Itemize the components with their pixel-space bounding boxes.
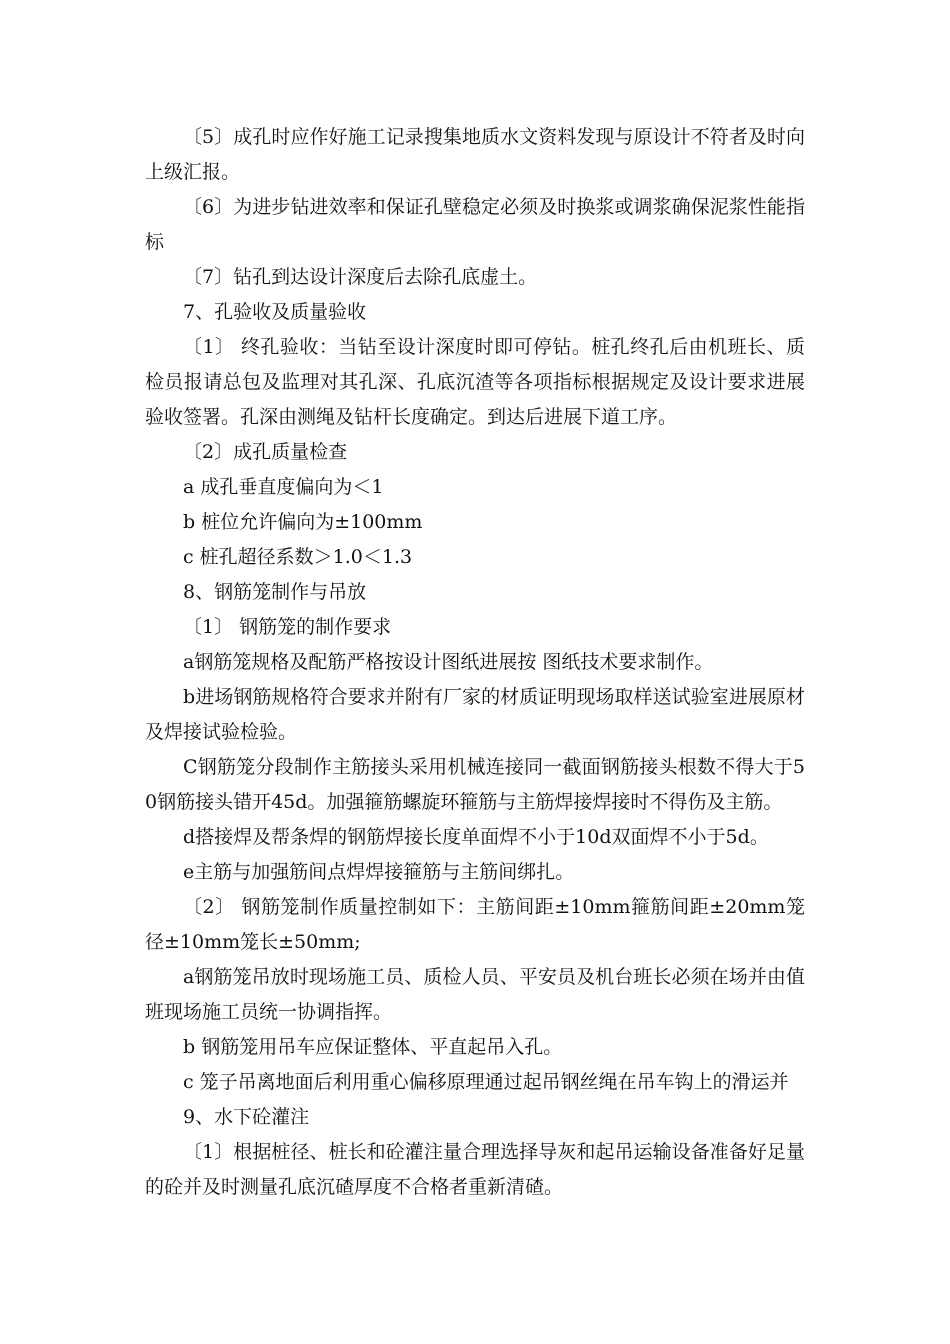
section-7-heading: 7、孔验收及质量验收 (183, 301, 367, 323)
item-c-diameter: c 桩孔超径系数＞1.0＜1.3 (183, 546, 413, 568)
item-e-spot-weld: e主筋与加强筋间点焊焊接箍筋与主筋间绑扎。 (183, 861, 575, 883)
paragraph-cage-quality-control: 〔2〕 钢筋笼制作质量控制如下：主筋间距±10mm箍筋间距±20mm笼径±10mm笼长±50mm; (145, 896, 805, 953)
document-body (145, 120, 805, 1205)
item-d-weld-length: d搭接焊及帮条焊的钢筋焊接长度单面焊不小于10d双面焊不小于5d。 (183, 826, 769, 848)
paragraph-hole-quality-check: 〔2〕成孔质量检查 (183, 441, 348, 463)
paragraph-6-mud: 〔6〕为进步钻进效率和保证孔壁稳定必须及时换浆或调浆确保泥浆性能指标 (145, 196, 805, 253)
item-a-lifting-staff: a钢筋笼吊放时现场施工员、质检人员、平安员及机台班长必须在场并由值班现场施工员统一协调指挥。 (145, 966, 805, 1023)
paragraph-cage-requirements: 〔1〕 钢筋笼的制作要求 (183, 616, 392, 638)
item-b-position: b 桩位允许偏向为±100mm (183, 511, 423, 533)
paragraph-7-clean: 〔7〕钻孔到达设计深度后去除孔底虚土。 (183, 266, 538, 288)
section-8-heading: 8、钢筋笼制作与吊放 (183, 581, 367, 603)
paragraph-final-hole-acceptance: 〔1〕 终孔验收：当钻至设计深度时即可停钻。桩孔终孔后由机班长、质检员报请总包及监理对其孔深、孔底沉渣等各项指标根据规定及设计要求进展验收签署。孔深由测绳及钻杆长度确定。到达后进展下道工序。 (145, 336, 805, 428)
item-a-verticality: a 成孔垂直度偏向为＜1 (183, 476, 384, 498)
paragraph-5-record: 〔5〕成孔时应作好施工记录搜集地质水文资料发现与原设计不符者及时向上级汇报。 (145, 126, 805, 183)
paragraph-concrete-pouring: 〔1〕根据桩径、桩长和砼灌注量合理选择导灰和起吊运输设备准备好足量的砼并及时测量孔底沉碴厚度不合格者重新清碴。 (145, 1141, 805, 1198)
item-c-lift-off: c 笼子吊离地面后利用重心偏移原理通过起吊钢丝绳在吊车钩上的滑运并 (183, 1071, 789, 1093)
section-9-heading: 9、水下砼灌注 (183, 1106, 310, 1128)
item-a-cage-spec: a钢筋笼规格及配筋严格按设计图纸进展按 图纸技术要求制作。 (183, 651, 714, 673)
item-c-segments: C钢筋笼分段制作主筋接头采用机械连接同一截面钢筋接头根数不得大于50钢筋接头错开45d。加强箍筋螺旋环箍筋与主筋焊接焊接时不得伤及主筋。 (145, 756, 805, 813)
item-b-crane: b 钢筋笼用吊车应保证整体、平直起吊入孔。 (183, 1036, 563, 1058)
item-b-steel-entry: b进场钢筋规格符合要求并附有厂家的材质证明现场取样送试验室进展原材及焊接试验检验。 (145, 686, 805, 743)
